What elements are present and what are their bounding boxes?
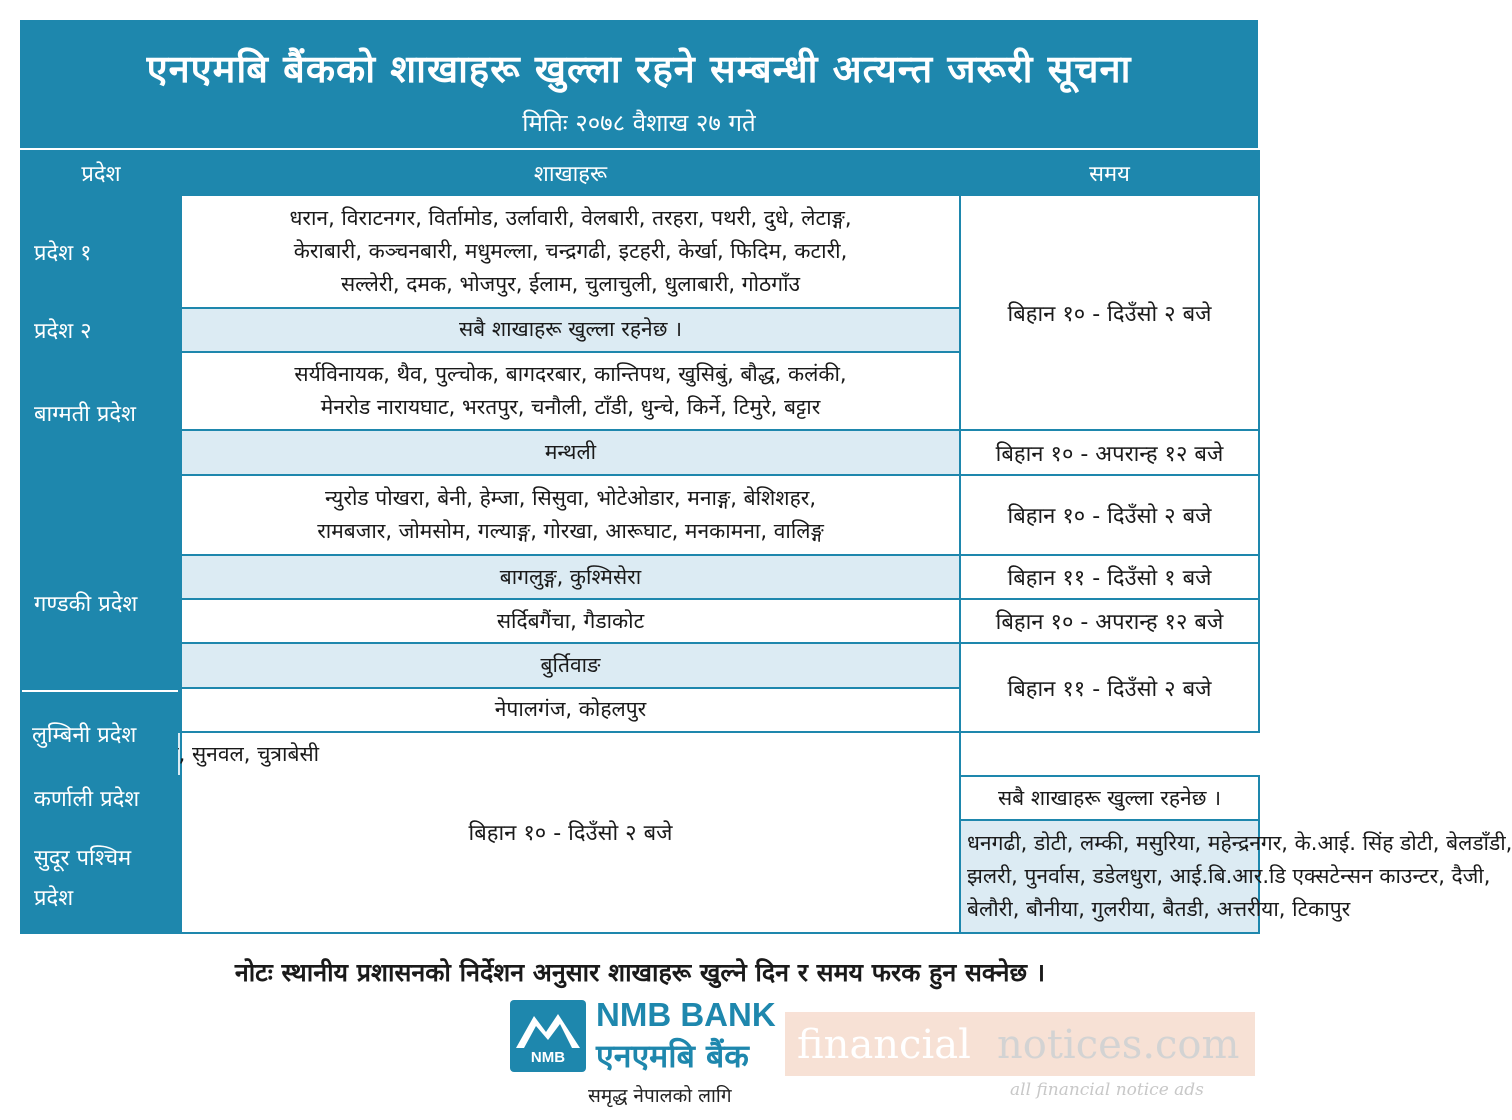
time-cell: बिहान ११ - दिउँसो २ बजे: [960, 643, 1259, 731]
province-label: लुम्बिनी प्रदेश: [32, 723, 137, 748]
province-label-lumbini: [22, 690, 178, 776]
branch-line: केराबारी, कञ्चनबारी, मधुमल्ला, चन्द्रगढी, इटहरी, केर्खा, फिदिम, कटारी,: [293, 239, 848, 263]
branches-cell: सर्दिबगैंचा, गैडाकोट: [181, 599, 960, 643]
branch-line: बेलौरी, बौनीया, गुलरीया, बैतडी, अत्तरीया, टिकापुर: [967, 897, 1351, 922]
branches-cell: नेपालगंज, कोहलपुर: [181, 688, 960, 732]
time-cell: बिहान १० - अपरान्ह १२ बजे: [960, 430, 1259, 474]
table-row: [21, 195, 1259, 308]
branches-cell: सबै शाखाहरू खुल्ला रहनेछ ।: [181, 308, 960, 352]
branches-cell: बागलुङ्ग, कुश्मिसेरा: [181, 555, 960, 599]
watermark-part2: notices.com: [997, 1022, 1240, 1068]
notice-date: मितिः २०७८ वैशाख २७ गते: [522, 109, 756, 137]
branches-cell: [181, 475, 960, 555]
province-cell: प्रदेश २: [21, 308, 181, 352]
branch-line: सल्लेरी, दमक, भोजपुर, ईलाम, चुलाचुली, धुलाबारी, गोठगाँउ: [340, 272, 801, 296]
branches-cell: [181, 195, 960, 308]
nmb-logo: [510, 1000, 586, 1072]
table-row: [21, 732, 1259, 776]
notice-title: एनएमबि बैंकको शाखाहरू खुल्ला रहने सम्बन्धी अत्यन्त जरूरी सूचना: [146, 47, 1132, 91]
branch-line: रामबजार, जोमसोम, गल्याङ्ग, गोरखा, आरूघाट, मनकामना, वालिङ्ग: [317, 518, 824, 543]
time-cell: बिहान १० - दिउँसो २ बजे: [181, 732, 960, 933]
bank-tagline: समृद्ध नेपालको लागि: [588, 1085, 732, 1107]
notice-header: [20, 20, 1258, 148]
watermark: [785, 1012, 1255, 1076]
table-row: [21, 475, 1259, 555]
province-cell: गण्डकी प्रदेश: [21, 475, 181, 732]
branch-line: सर्यविनायक, थैव, पुल्चोक, बागदरबार, कान्तिपथ, खुसिबुं, बौद्ध, कलंकी,: [294, 362, 847, 387]
branches-cell: [960, 820, 1512, 933]
bank-name-nepali: एनएमबि बैंक: [596, 1037, 749, 1075]
column-header-time: समय: [960, 151, 1259, 195]
time-cell: बिहान १० - दिउँसो २ बजे: [960, 475, 1259, 555]
branch-line: झलरी, पुनर्वास, डडेलधुरा, आई.बि.आर.डि एक्सटेन्सन काउन्टर, दैजी,: [967, 864, 1491, 889]
province-cell: कर्णाली प्रदेश: [21, 776, 181, 820]
branches-cell: मन्थली: [181, 430, 960, 474]
branch-line: मेनरोड नारायघाट, भरतपुर, चनौली, टाँडी, धुन्चे, किर्ने, टिमुरे, बट्टार: [320, 395, 821, 420]
branches-cell: सबै शाखाहरू खुल्ला रहनेछ ।: [960, 776, 1259, 820]
table-row: [21, 599, 1259, 643]
table-row: [21, 643, 1259, 687]
bank-name-english: NMB BANK: [596, 996, 776, 1033]
province-line: सुदूर पश्चिम: [34, 845, 132, 871]
branch-line: धनगढी, डोटी, लम्की, मसुरिया, महेन्द्रनगर, के.आई. सिंह डोटी, बेलडाँडी,: [967, 831, 1512, 856]
watermark-subtitle: all financial notice ads: [1010, 1080, 1204, 1100]
column-header-province: प्रदेश: [21, 151, 181, 195]
table-row: [21, 555, 1259, 599]
branches-cell: [181, 352, 960, 430]
branch-line: न्युरोड पोखरा, बेनी, हेम्जा, सिसुवा, भोटेओडार, मनाङ्ग, बेशिशहर,: [324, 485, 816, 510]
footer-note: नोटः स्थानीय प्रशासनको निर्देशन अनुसार शाखाहरू खुल्ने दिन र समय फरक हुन सक्नेछ ।: [234, 958, 1046, 987]
time-cell: बिहान १० - अपरान्ह १२ बजे: [960, 599, 1259, 643]
time-cell: बिहान १० - दिउँसो २ बजे: [960, 195, 1259, 430]
time-cell: बिहान ११ - दिउँसो १ बजे: [960, 555, 1259, 599]
province-cell: [21, 820, 181, 933]
branch-schedule-table: [20, 150, 1512, 934]
table-row: [21, 430, 1259, 474]
province-cell: बाग्मती प्रदेश: [21, 352, 181, 475]
branch-line: धरान, विराटनगर, विर्तामोड, उर्लावारी, वेलबारी, तरहरा, पथरी, दुधे, लेटाङ्ग,: [289, 206, 852, 230]
logo-abbreviation: NMB: [530, 1049, 566, 1066]
branches-cell: बुर्तिवाङ: [181, 643, 960, 687]
table-header-row: [21, 151, 1259, 195]
province-line: प्रदेश: [34, 885, 74, 911]
province-cell: प्रदेश १: [21, 195, 181, 308]
watermark-part1: financial: [797, 1022, 971, 1068]
column-header-branches: शाखाहरू: [181, 151, 960, 195]
